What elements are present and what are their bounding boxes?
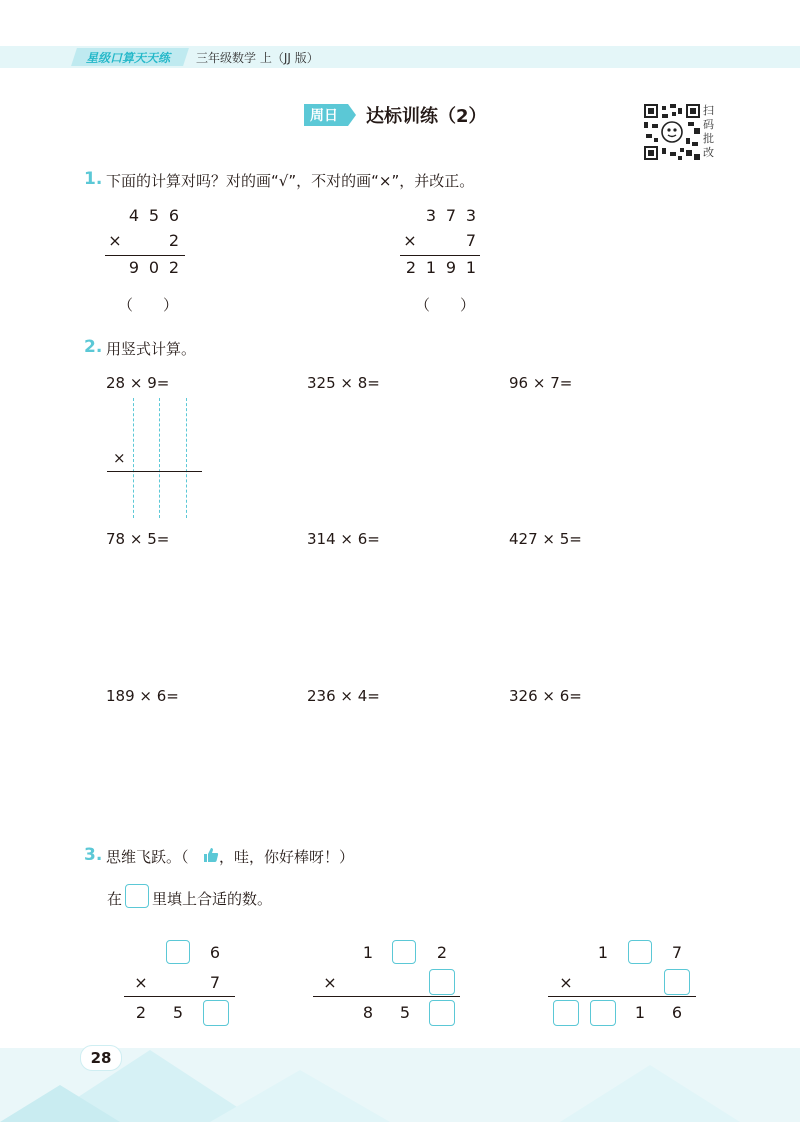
q1b-rule: [400, 255, 480, 256]
sample-answer-box: [125, 884, 149, 908]
p2-digit: 1: [362, 943, 374, 962]
p2-result-digit: 8: [362, 1003, 374, 1022]
answer-box[interactable]: [628, 940, 652, 964]
q2-expression: 236 × 4=: [307, 687, 380, 705]
p1-op: ×: [134, 973, 148, 992]
q1-text: 下面的计算对吗？对的画“√”，不对的画“×”，并改正。: [106, 172, 475, 190]
answer-box[interactable]: [166, 940, 190, 964]
q1b-top-digit: 3: [425, 206, 437, 225]
p1-rule: [124, 996, 235, 997]
p3-op: ×: [559, 973, 573, 992]
guide-line: [186, 398, 187, 518]
q2-number: 2.: [84, 337, 103, 357]
guide-line: [133, 398, 134, 518]
p3-result-digit: 6: [671, 1003, 683, 1022]
answer-box[interactable]: [392, 940, 416, 964]
guide-times-sign: ×: [113, 449, 126, 467]
q1b-answer-blank[interactable]: （ ）: [415, 296, 476, 314]
q2-expression: 28 × 9=: [106, 374, 170, 392]
page-number: 28: [80, 1045, 122, 1071]
q1a-result-digit: 0: [148, 258, 160, 277]
q1b-result-digit: 9: [445, 258, 457, 277]
p3-digit: 7: [671, 943, 683, 962]
p3-result-digit: 1: [634, 1003, 646, 1022]
q1a-top-digit: 6: [168, 206, 180, 225]
header-brand: 星级口算天天练: [86, 51, 171, 65]
p3-digit: 1: [597, 943, 609, 962]
q1b-top-digit: 7: [445, 206, 457, 225]
thumbs-up-icon: [203, 847, 219, 863]
q1a-multiplier: 2: [168, 231, 180, 250]
q3-instr-after: 里填上合适的数。: [152, 890, 273, 908]
header-subtitle: 三年级数学 上（JJ 版）: [196, 51, 319, 65]
p1-multiplier: 7: [209, 973, 221, 992]
answer-box[interactable]: [553, 1000, 579, 1026]
q2-expression: 96 × 7=: [509, 374, 573, 392]
q2-expression: 314 × 6=: [307, 530, 380, 548]
q2-expression: 78 × 5=: [106, 530, 170, 548]
answer-box[interactable]: [664, 969, 690, 995]
q1a-top-digit: 5: [148, 206, 160, 225]
qr-label: 扫码批改: [703, 104, 714, 159]
p3-rule: [548, 996, 696, 997]
qr-code-icon[interactable]: [644, 104, 700, 160]
q3-text: 思维飞跃。（: [106, 848, 189, 866]
p2-rule: [313, 996, 460, 997]
p2-digit: 2: [436, 943, 448, 962]
guide-line: [159, 398, 160, 518]
q1-number: 1.: [84, 169, 103, 189]
p1-result-digit: 2: [135, 1003, 147, 1022]
q2-expression: 325 × 8=: [307, 374, 380, 392]
q1b-top-digit: 3: [465, 206, 477, 225]
q1a-top-digit: 4: [128, 206, 140, 225]
answer-box[interactable]: [203, 1000, 229, 1026]
q3-praise: ，哇，你好棒呀！）: [219, 848, 355, 866]
q3-number: 3.: [84, 845, 103, 865]
q1b-multiplier: 7: [465, 231, 477, 250]
p2-result-digit: 5: [399, 1003, 411, 1022]
q1a-op: ×: [108, 231, 122, 250]
q1b-op: ×: [403, 231, 417, 250]
p1-digit: 6: [209, 943, 221, 962]
guide-rule: [107, 471, 202, 472]
q1a-result-digit: 9: [128, 258, 140, 277]
p2-op: ×: [323, 973, 337, 992]
answer-box[interactable]: [429, 1000, 455, 1026]
answer-box[interactable]: [590, 1000, 616, 1026]
q1a-answer-blank[interactable]: （ ）: [118, 296, 179, 314]
q1b-result-digit: 2: [405, 258, 417, 277]
q1a-rule: [105, 255, 185, 256]
answer-box[interactable]: [429, 969, 455, 995]
q1b-result-digit: 1: [425, 258, 437, 277]
q2-text: 用竖式计算。: [106, 340, 197, 358]
title-tag: 周日: [310, 108, 338, 124]
q2-expression: 189 × 6=: [106, 687, 179, 705]
p1-result-digit: 5: [172, 1003, 184, 1022]
q2-expression: 427 × 5=: [509, 530, 582, 548]
q1a-result-digit: 2: [168, 258, 180, 277]
q1b-result-digit: 1: [465, 258, 477, 277]
page-title: 达标训练（2）: [366, 106, 487, 127]
q3-instr-before: 在: [107, 890, 123, 908]
q2-expression: 326 × 6=: [509, 687, 582, 705]
